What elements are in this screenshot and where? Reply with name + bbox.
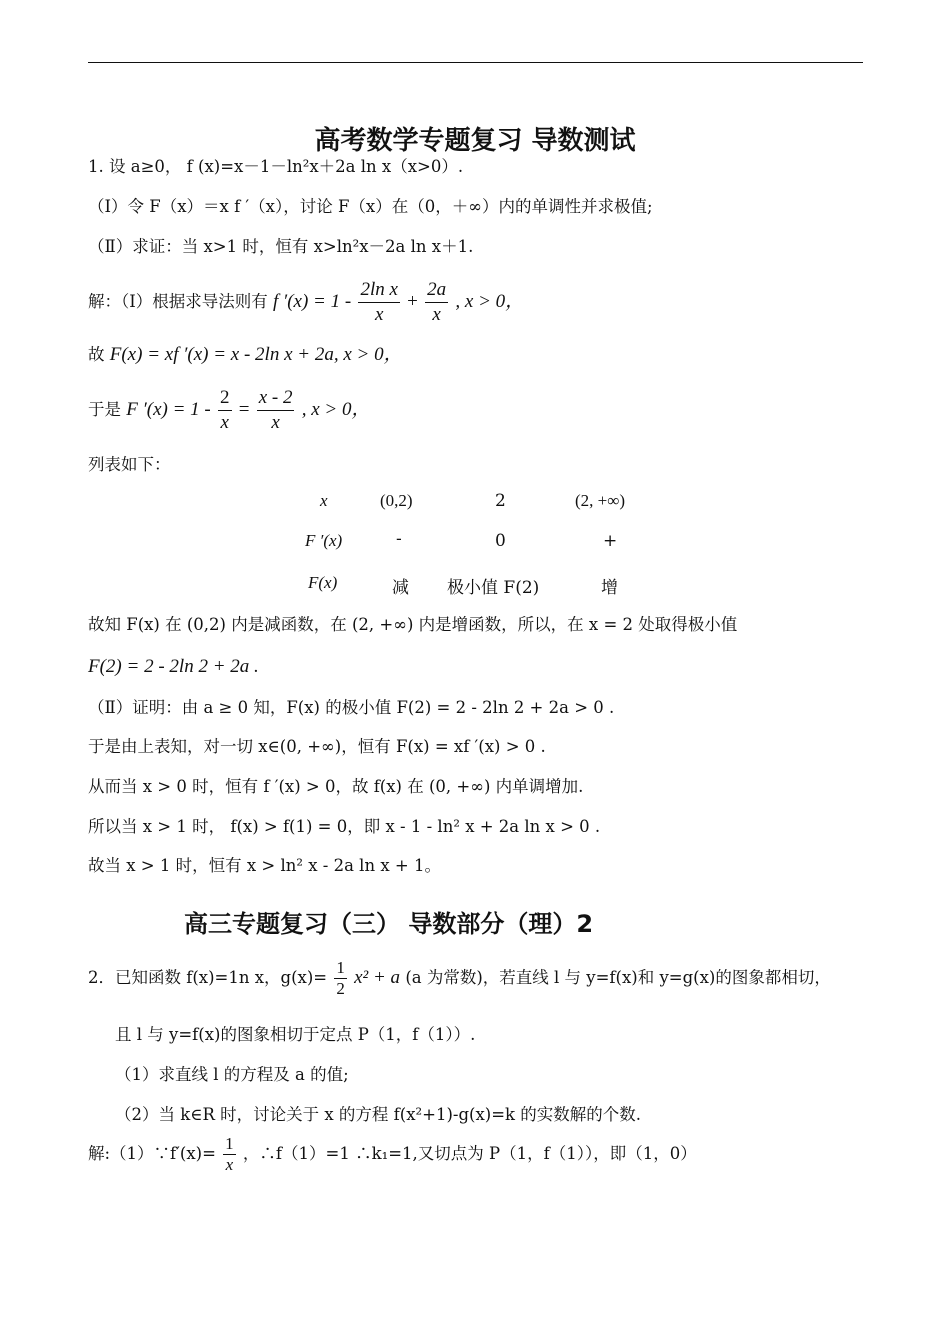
fraction-2-over-x [218,386,232,435]
fraction-denominator: x [225,1155,234,1174]
problem-2-gx-tail: x² + a [354,967,401,988]
fraction-numerator: 2a [425,278,448,303]
solution-2-start [88,1134,697,1175]
solution-1-F-definition [88,344,403,366]
section-title-2: 高三专题复习（三） 导数部分（理）2 [184,910,594,938]
table-r2-c1: F ′(x) [305,531,343,550]
fraction-numerator: 1 [336,958,345,977]
table-r1-c1: x [320,491,328,510]
solution-1-derivative [88,278,524,327]
solution-3-expression: F ′(x) = 1 - [126,399,211,420]
fraction-numerator: 2ln x [358,278,399,303]
solution-1-step-8: 从而当 x > 0 时，恒有 f ′(x) > 0，故 f(x) 在 (0, +∞) 内单调增加. [88,777,584,796]
fraction-numerator: 1 [225,1134,234,1153]
solution-1-minimum-value: F(2) = 2 - 2ln 2 + 2a . [88,656,259,677]
table-intro: 列表如下： [88,455,171,474]
fraction-denominator: 2 [336,979,345,998]
solution-1-Fprime [88,386,371,435]
problem-2-statement [88,958,831,999]
problem-1-condition: a≥0， [130,157,182,176]
fraction-denominator: x [374,304,384,325]
fraction-x-minus-2-over-x [257,386,295,435]
solution-1-step-7: 于是由上表知，对一切 x∈(0, +∞)，恒有 F(x) = xf ′(x) > 0 . [88,737,546,756]
fraction-2a-over-x [425,278,448,327]
table-r1-c4: (2, +∞) [575,491,626,510]
solution-1-tail: , x > 0， [455,291,525,312]
table-r3-c2: 减 [392,578,409,598]
solution-2-lead: 解:（1）∵f′(x)= [88,1144,216,1163]
header-rule [88,62,863,63]
fraction-one-half [334,958,347,999]
table-r3-c4: 增 [601,578,618,598]
fraction-denominator: x [220,412,229,433]
fraction-denominator: x [271,412,280,433]
table-r2-c2: - [396,529,402,549]
plus-sign: + [407,291,418,312]
problem-1-part-ii: （Ⅱ）求证：当 x>1 时，恒有 x>ln²x－2a ln x＋1. [88,237,474,256]
problem-2-head: 2．已知函数 f(x)=1n x，g(x)= [88,968,328,987]
page-title: 高考数学专题复习 导数测试 [314,126,636,156]
solution-1-fprime: f ′(x) = 1 - [273,291,352,312]
problem-2-part-1: （1）求直线 l 的方程及 a 的值; [115,1065,349,1084]
table-r1-c3: 2 [495,491,506,511]
fraction-numerator: x - 2 [257,386,295,411]
problem-1-function: f (x)=x－1－ln²x＋2a ln x（x>0）. [186,157,464,176]
solution-1-step-10: 故当 x > 1 时，恒有 x > ln² x - 2a ln x + 1。 [88,856,441,875]
fraction-2lnx-over-x [358,278,399,327]
solution-1-part-ii-proof: （Ⅱ）证明：由 a ≥ 0 知，F(x) 的极小值 F(2) = 2 - 2ln 2 + 2a > 0 . [88,698,615,717]
solution-1-conclusion: 故知 F(x) 在 (0,2) 内是减函数，在 (2, +∞) 内是增函数，所以，在 x = 2 处取得极小值 [88,615,738,634]
fraction-numerator: 2 [218,386,232,411]
problem-1-statement [88,156,463,178]
table-r1-c2: (0,2) [380,491,413,510]
table-r2-c4: + [603,531,618,551]
table-r3-c3: 极小值 F(2) [447,578,540,598]
problem-1-part-i: （Ⅰ）令 F（x）＝x f ′（x），讨论 F（x）在（0，＋∞）内的单调性并求极值; [88,197,653,216]
equals-sign: = [238,399,250,420]
table-r2-c3: 0 [495,531,506,551]
fraction-denominator: x [432,304,441,325]
problem-2-tail: (a 为常数)，若直线 l 与 y=f(x)和 y=g(x)的图象都相切， [405,968,831,987]
solution-3-lead: 于是 [88,400,121,419]
solution-1-step-9: 所以当 x > 1 时， f(x) > f(1) = 0，即 x - 1 - ln² x + 2a ln x > 0 . [88,817,601,836]
problem-1-head: 1. 设 [88,157,126,176]
table-r3-c1: F(x) [308,573,338,592]
solution-3-tail: , x > 0， [301,399,371,420]
solution-2-expression: F(x) = xf ′(x) = x - 2ln x + 2a, x > 0， [109,344,403,365]
fraction-1-over-x [223,1134,236,1175]
problem-2-part-2: （2）当 k∈R 时，讨论关于 x 的方程 f(x²+1)-g(x)=k 的实数解的个数. [115,1105,642,1124]
solution-1-lead: 解：（Ⅰ）根据求导法则有 [88,292,268,311]
solution-2-lead: 故 [88,345,105,364]
solution-2-tail: ，∴f（1）=1 ∴k₁=1,又切点为 P（1，f（1）），即（1，0） [242,1144,697,1163]
problem-2-tangent-point: 且 l 与 y=f(x)的图象相切于定点 P（1，f（1））. [115,1025,476,1044]
